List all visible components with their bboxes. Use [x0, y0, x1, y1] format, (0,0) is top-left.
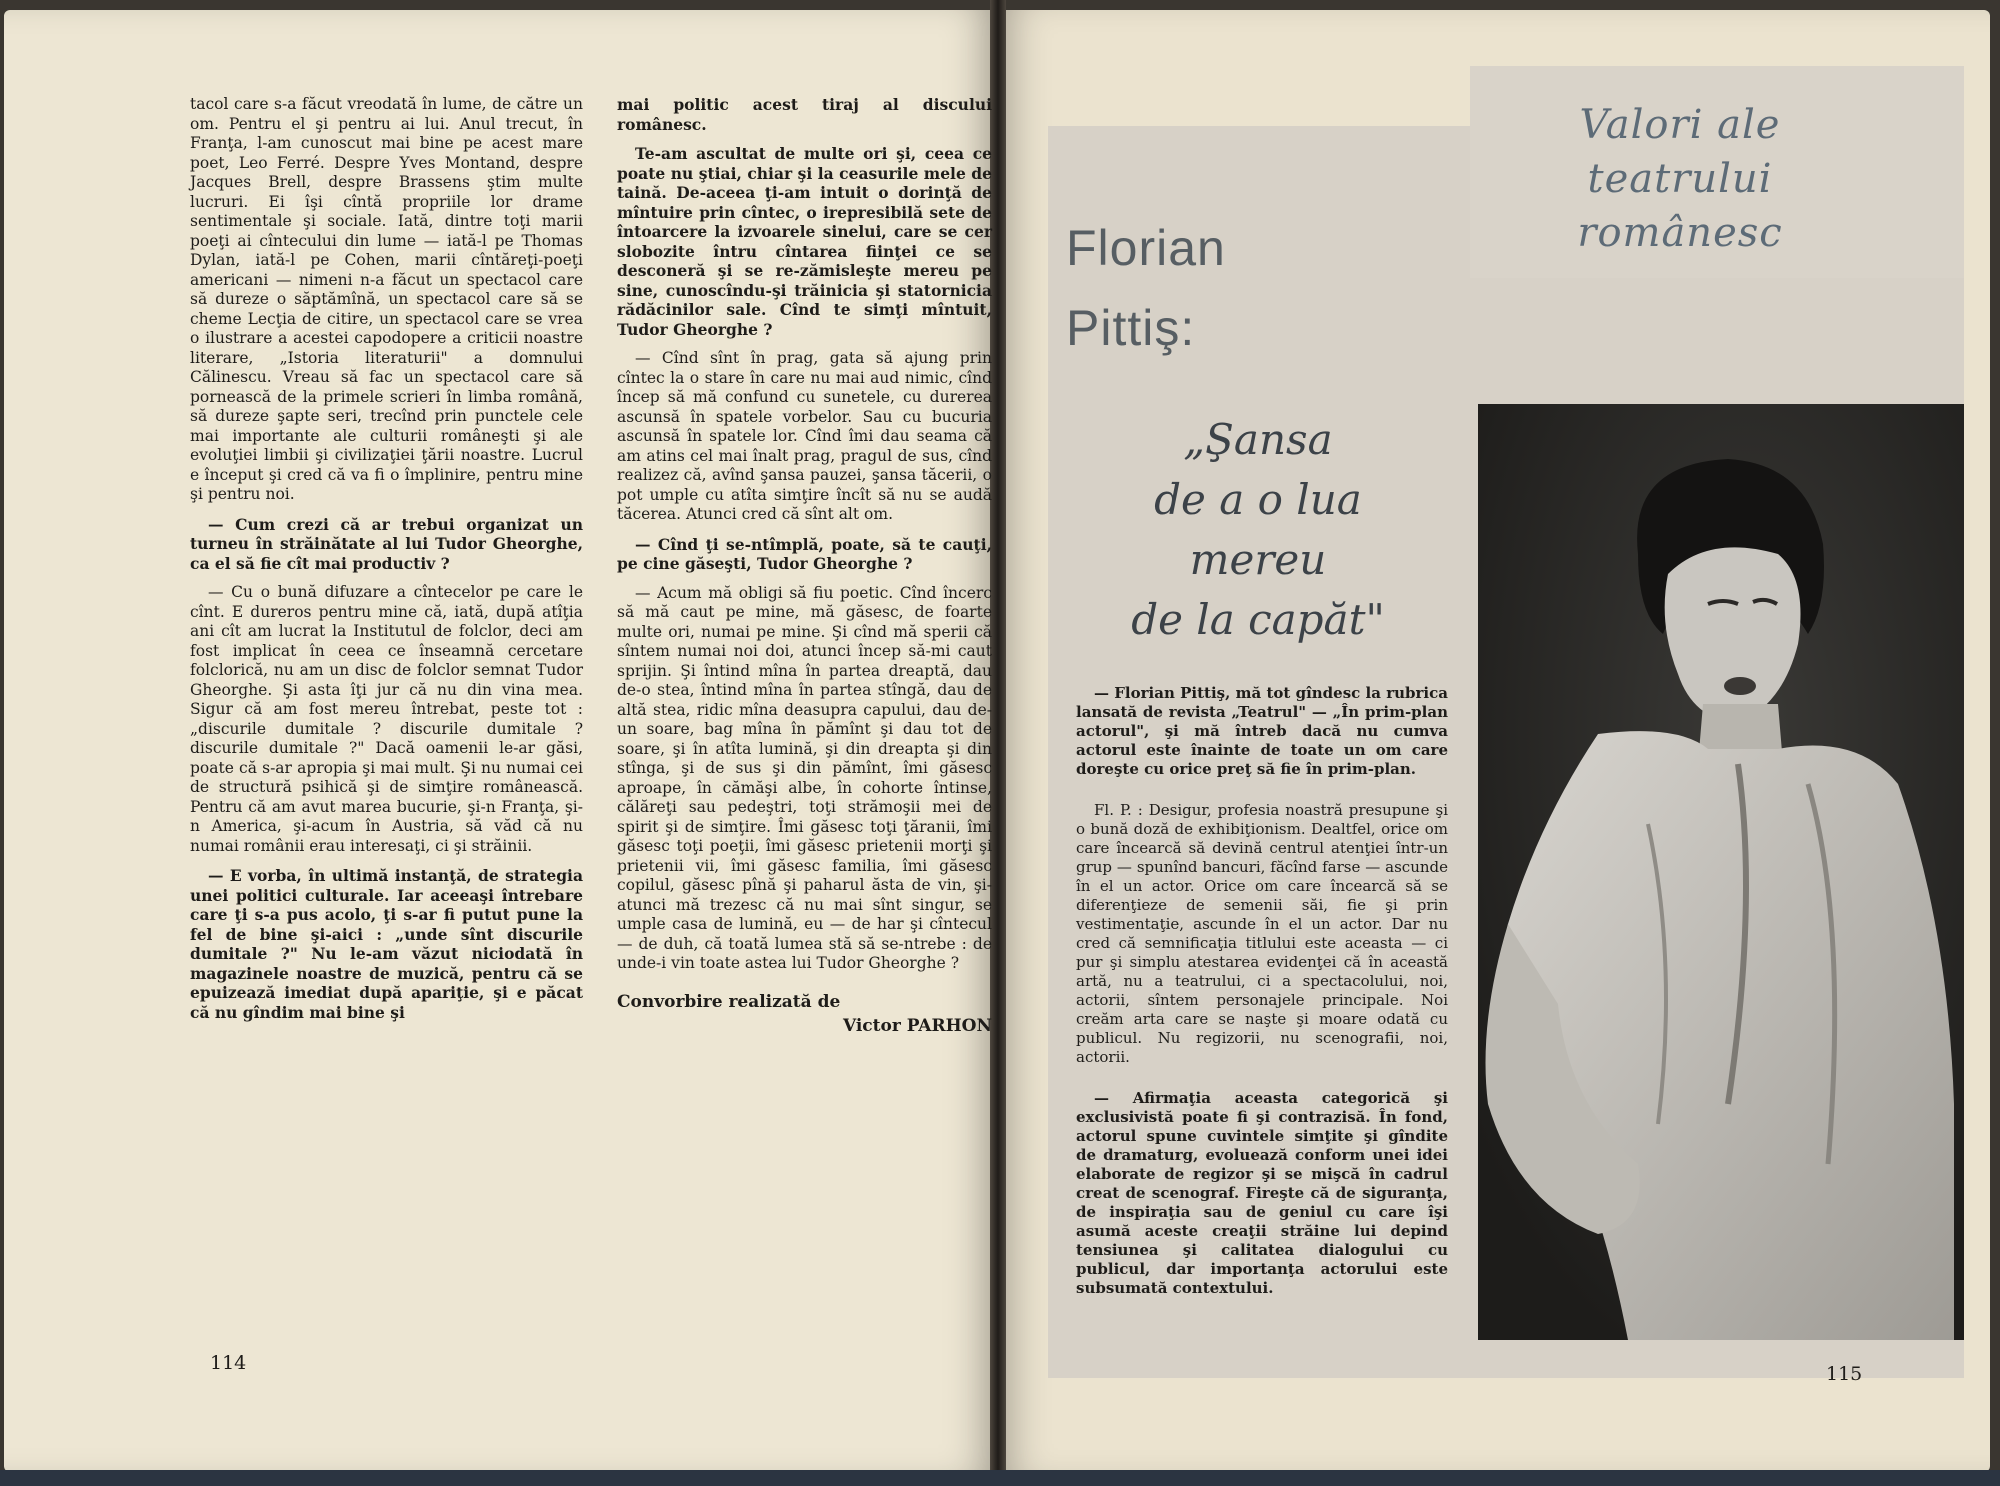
page-number-left: 114 [210, 1352, 247, 1374]
question: — Afirmaţia aceasta categorică şi exclusivistă poate fi şi contrazisă. În fond, actorul spune cuvintele simţite şi gîndite de dramaturg, evoluează conform unei idei elaborate de regizor şi se mişcă în cadrul creat de scenograf. Fireşte că de siguranţa, de inspiraţia sau de geniul cu care îşi asumă aceste creaţii străine lui depind tensiunea şi calitatea dialogului cu publicul, dar importanţa actorului este subsumată contextului. [1076, 1089, 1448, 1297]
paragraph: Fl. P. : Desigur, profesia noastră presupune şi o bună doză de exhibiţionism. Dealtfel, orice om care încearcă să devină centrul atenţiei într-un grup — spunînd bancuri, făcînd farse — ascunde în el un actor. Orice om care încearcă să se diferenţieze de semenii săi, fie şi prin vestimentaţie, ascunde în el un actor. Dar nu cred că semnificaţia titlului este aceasta — ci pur şi simplu atestarea evidenţei că în această artă, nu a teatrului, ci a spectacolului, noi, actorii, sîntem personajele principale. Noi creăm arta care se naşte şi moare odată cu publicul. Nu regizorii, nu scenografii, noi, actorii. [1076, 801, 1448, 1066]
article-headline-quote [1108, 410, 1408, 650]
series-line: teatrului [1587, 156, 1773, 202]
question: — Cum crezi că ar trebui organizat un turneu în străinătate al lui Tudor Gheorghe, ca el să fie cît mai productiv ? [190, 514, 583, 573]
paragraph: — Cînd sînt în prag, gata să ajung prin cîntec la o stare în care nu mai aud nimic, cînd încep să mă confund cu sunetele, cu durerea ascunsă în spatele vorbelor. Sau cu bucuria ascunsă în spatele lor. Cînd îmi dau seama că am atins cel mai înalt prag, pragul de sus, cînd realizez că, avînd şansa pauzei, şansa tăcerii, o pot umple cu atîta simţire încît să nu se audă tăcerea. Atunci cred că sînt alt om. [617, 349, 992, 523]
series-line: românesc [1577, 210, 1783, 256]
credit-name: Victor PARHON [842, 1015, 992, 1036]
series-line: Valori ale [1579, 102, 1781, 148]
page-number-right: 115 [1826, 1363, 1863, 1385]
author-first-name: Florian [1066, 220, 1226, 276]
quote-line: „Şansa [1183, 415, 1333, 464]
left-column-2 [617, 95, 992, 1038]
quote-line: de la capăt" [1131, 595, 1385, 644]
article-author-heading [1066, 208, 1226, 368]
quote-line: mereu [1189, 535, 1327, 584]
paragraph: tacol care s-a făcut vreodată în lume, de către un om. Pentru el şi pentru ai lui. Anul trecut, în Franţa, l-am cunoscut mai bine pe acest mare poet, Leo Ferré. Despre Yves Montand, despre Jacques Brell, despre Brassens ştim multe lucruri. Ei îşi cîntă propriile lor drame sentimentale şi sociale. Iată, dintre toţi marii poeţi ai cîntecului din lume — iată-l pe Thomas Dylan, iată-l pe Cohen, marii cîntăreţi-poeţi americani — nimeni n-a făcut un spectacol care să dureze o săptămînă, un spectacol care să se cheme Lecţia de citire, un spectacol care se vrea o ilustrare a acestei capodopere a criticii noastre literare, „Istoria literaturii" a domnului Călinescu. Vreau să fac un spectacol care să pornească de la primele scrieri în limba română, să dureze şapte seri, trecînd prin punctele cele mai importante ale culturii româneşti şi ale evoluţiei limbii şi civilizaţiei ţării noastre. Lucrul e început şi cred că va fi o împlinire, pentru mine şi pentru noi. [190, 95, 583, 503]
question: — E vorba, în ultimă instanţă, de strategia unei politici culturale. Iar aceeaşi întrebare care ţi s-a pus acolo, ţi s-ar fi putut pune la fel de bine şi-aici : „unde sînt discurile dumitale ?" Nu le-am văzut niciodată în magazinele noastre de muzică, pentru că se epuizează imediat după apariţie, şi e păcat că nu gîndim mai bine şi [190, 866, 583, 1022]
left-column-1 [190, 95, 583, 1032]
binding-strip [0, 1470, 2000, 1486]
paragraph: — Acum mă obligi să fiu poetic. Cînd încerc să mă caut pe mine, mă găsesc, de foarte multe ori, numai pe mine. Şi cînd mă sperii că sîntem numai noi doi, atunci încep să-mi caut sprijin. Şi întind mîna în partea dreaptă, dau de-o stea, întind mîna în partea stîngă, dau de altă stea, ridic mîna deasupra capului, dau de-un soare, bag mîna în pămînt şi dau tot de soare, şi în atîta lumină, şi din dreapta şi din stînga, şi de sus şi din pămînt, îmi găsesc aproape, în cămăşi albe, în cohorte întinse, călăreţi sau pedeştri, toţi strămoşii mei de spirit şi de simţire. Îmi găsesc toţi ţăranii, îmi găsesc toţi poeţii, îmi găsesc prietenii morţi şi prietenii vii, îmi găsesc familia, îmi găsesc copilul, găsesc pînă şi paharul ăsta de vin, şi-atunci mă trezesc că nu mai sînt singur, se umple casa de lumină, eu — de har şi cîntecul — de duh, că toată lumea stă să se-ntrebe : de unde-i vin toate astea lui Tudor Gheorghe ? [617, 583, 992, 972]
paragraph: — Cu o bună difuzare a cîntecelor pe care le cînt. E dureros pentru mine că, iată, după atîţia ani cît am lucrat la Institutul de folclor, deci am fost implicat în ceea ce înseamnă cercetare folclorică, nu am un disc de folclor semnat Tudor Gheorghe. Şi asta îţi jur că nu din vina mea. Sigur că am fost mereu întrebat, peste tot : „discurile dumitale ? discurile dumitale ? discurile dumitale ?" Dacă oamenii le-ar găsi, poate că s-ar apropia şi mai mult. Şi nu numai cei de structură psihică şi de simţire românească. Pentru că am avut marea bucurie, şi-n Franţa, şi-n America, şi-acum în Austria, să văd că nu numai românii erau interesaţi, ci şi străinii. [190, 583, 583, 855]
quote-line: de a o lua [1154, 475, 1362, 524]
question-continued: mai politic acest tiraj al discului românesc. [617, 95, 992, 134]
question: — Cînd ţi se-ntîmplă, poate, să te cauţi, pe cine găseşti, Tudor Gheorghe ? [617, 534, 992, 573]
question: — Florian Pittiş, mă tot gîndesc la rubrica lansată de revista „Teatrul" — „În prim-plan actorul", şi mă întreb dacă nu cumva actorul este înainte de toate un om care doreşte cu orice preţ să fie în prim-plan. [1076, 684, 1448, 778]
book-gutter [990, 0, 1006, 1486]
series-title [1560, 98, 1800, 260]
credit-line: Convorbire realizată de [617, 991, 841, 1012]
right-column [1076, 684, 1448, 1320]
question: Te-am ascultat de multe ori şi, ceea ce poate nu ştiai, chiar şi la ceasurile mele de taină. De-aceea ţi-am intuit o dorinţă de mîntuire prin cîntec, o irepresibilă sete de întoarcere la izvoarele sinelui, care se cer slobozite întru cîntarea fiinţei ce se desconeră şi se re-zămisleşte mereu pe sine, cunoscîndu-şi trăinicia şi statornicia rădăcinilor sale. Cînd te simţi mîntuit, Tudor Gheorghe ? [617, 144, 992, 339]
author-last-name: Pittiş: [1066, 300, 1196, 356]
actor-photo [1478, 404, 1964, 1340]
interview-credit [617, 990, 992, 1038]
